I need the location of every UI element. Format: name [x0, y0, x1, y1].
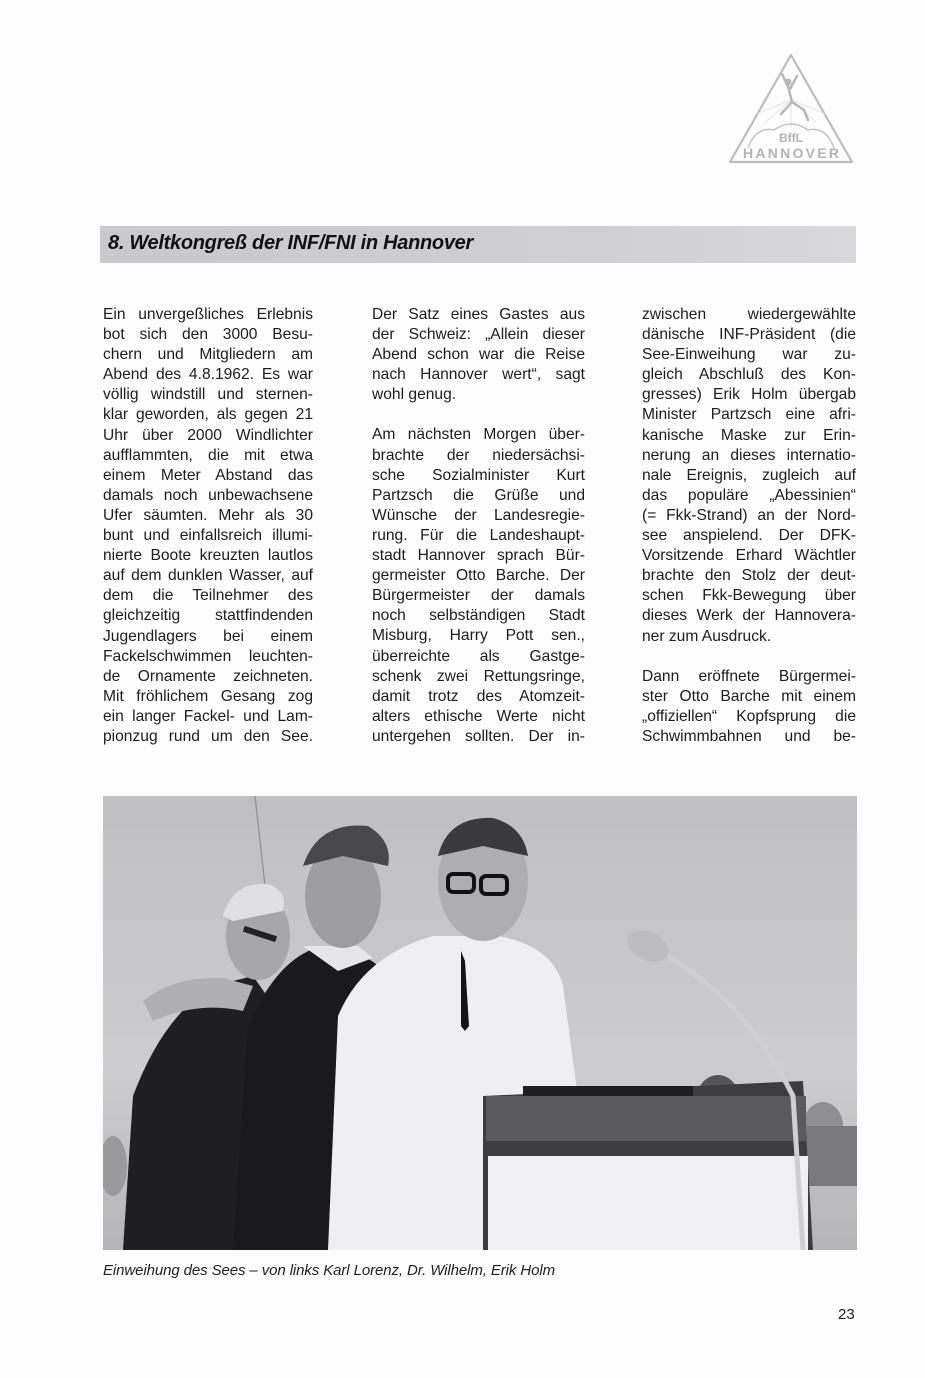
text-line: Jugendlagers bei einem [103, 627, 313, 645]
text-column-1 [103, 305, 313, 747]
text-line: kanische Maske zur Erin- [642, 426, 856, 444]
text-line: Dann eröffnete Bürgermei- [642, 667, 856, 685]
text-line: bunt und einfallsreich illumi- [103, 527, 313, 545]
text-line: der Schweiz: „Allein dieser [372, 326, 585, 344]
text-line: nale Ereignis, zugleich auf [642, 466, 856, 484]
logo-text-bffl: BffL [779, 131, 803, 145]
text-line: Vorsitzende Erhard Wächtler [642, 547, 856, 565]
text-line: bot sich den 3000 Besu- [103, 326, 313, 344]
page-number: 23 [838, 1306, 855, 1323]
text-line: germeister Otto Barche. Der [372, 567, 585, 585]
text-line: ner zum Ausdruck. [642, 627, 772, 645]
text-line: Partzsch die Grüße und [372, 486, 585, 504]
text-line: nierte Boote kreuzten lautlos [103, 547, 313, 565]
text-column-2 [372, 305, 585, 747]
text-line: damit trotz des Atomzeit- [372, 687, 585, 705]
text-line: chern und Mitgliedern am [103, 346, 313, 364]
text-line: einem Meter Abstand das [103, 466, 313, 484]
text-line: Uhr über 2000 Windlichter [103, 426, 313, 444]
paragraph [642, 305, 856, 647]
photo-lake-inauguration [103, 796, 857, 1250]
text-line: zwischen wiedergewählte [642, 306, 856, 323]
text-line: See-Einweihung war zu- [642, 346, 856, 364]
text-line: nerung an dieses internatio- [642, 446, 856, 464]
text-line: Wünsche der Landesregie- [372, 506, 585, 524]
text-line: gleichzeitig stattfindenden [103, 607, 313, 625]
text-line: dem die Teilnehmer des [103, 587, 313, 605]
text-line: untergehen sollten. Der in- [372, 727, 585, 745]
text-line: Der Satz eines Gastes aus [372, 306, 585, 323]
text-line: „offiziellen“ Kopfsprung die [642, 707, 856, 725]
text-line: Abend des 4.8.1962. Es war [103, 366, 313, 384]
paragraph [372, 425, 585, 747]
text-line: Am nächsten Morgen über- [372, 426, 585, 444]
text-line: Mit fröhlichem Gesang zog [103, 687, 313, 705]
text-line: Ufer säumten. Mehr als 30 [103, 506, 313, 524]
text-line: Bürgermeister der damals [372, 587, 585, 605]
text-line: dänische INF-Präsident (die [642, 326, 856, 344]
text-line: ster Otto Barche mit einem [642, 687, 856, 705]
text-line: alters ethische Werte nicht [372, 707, 585, 725]
text-line: überreichte als Gastge- [372, 647, 585, 665]
text-line: gleich Abschluß des Kon- [642, 366, 856, 384]
title-band [100, 226, 856, 263]
photo-caption: Einweihung des Sees – von links Karl Lorenz, Dr. Wilhelm, Erik Holm [103, 1262, 555, 1279]
text-line: pionzug rund um den See. [103, 727, 313, 745]
text-line: (= Fkk-Strand) an der Nord- [642, 506, 856, 524]
text-line: Schwimmbahnen und be- [642, 727, 856, 745]
text-line: Fackelschwimmen leuchten- [103, 647, 313, 665]
text-line: Misburg, Harry Pott sen., [372, 627, 585, 645]
text-line: schen Fkk-Bewegung über [642, 587, 856, 605]
text-line: noch selbständigen Stadt [372, 607, 585, 625]
text-line: nach Hannover wert“, sagt [372, 366, 585, 384]
paragraph [103, 305, 313, 747]
paragraph [642, 667, 856, 747]
text-line: rung. Für die Landeshaupt- [372, 526, 585, 544]
text-line: dieses Werk der Hannovera- [642, 607, 856, 625]
text-line: damals noch unbewachsene [103, 486, 313, 504]
text-line: stadt Hannover sprach Bür- [372, 547, 585, 565]
text-line: Abend schon war die Reise [372, 346, 585, 364]
text-line: völlig windstill und sternen- [103, 386, 313, 404]
text-line: das populäre „Abessinien“ [642, 486, 856, 504]
text-line: ein langer Fackel- und Lam- [103, 707, 313, 725]
text-line: Minister Partzsch eine afri- [642, 406, 856, 424]
text-line: brachte den Stolz der deut- [642, 567, 856, 585]
text-line: schenk zwei Rettungsringe, [372, 667, 585, 685]
logo-text-hannover: HANNOVER [743, 145, 839, 161]
text-line: gresses) Erik Holm übergab [642, 386, 856, 404]
bffl-hannover-logo-icon [726, 52, 856, 166]
text-line: sche Sozialminister Kurt [372, 466, 585, 484]
text-line: auf dem dunklen Wasser, auf [103, 567, 313, 585]
text-line: wohl genug. [372, 386, 457, 404]
page-title: 8. Weltkongreß der INF/FNI in Hannover [108, 232, 473, 254]
text-column-3 [642, 305, 856, 747]
text-line: Ein unvergeßliches Erlebnis [103, 306, 313, 323]
paragraph [372, 305, 585, 405]
text-line: klar geworden, als gegen 21 [103, 406, 313, 424]
text-line: see anspielend. Der DFK- [642, 527, 856, 545]
text-line: brachte der niedersächsi- [372, 446, 585, 464]
text-line: de Ornamente zeichneten. [103, 667, 313, 685]
text-line: aufflammten, die mit etwa [103, 446, 313, 464]
